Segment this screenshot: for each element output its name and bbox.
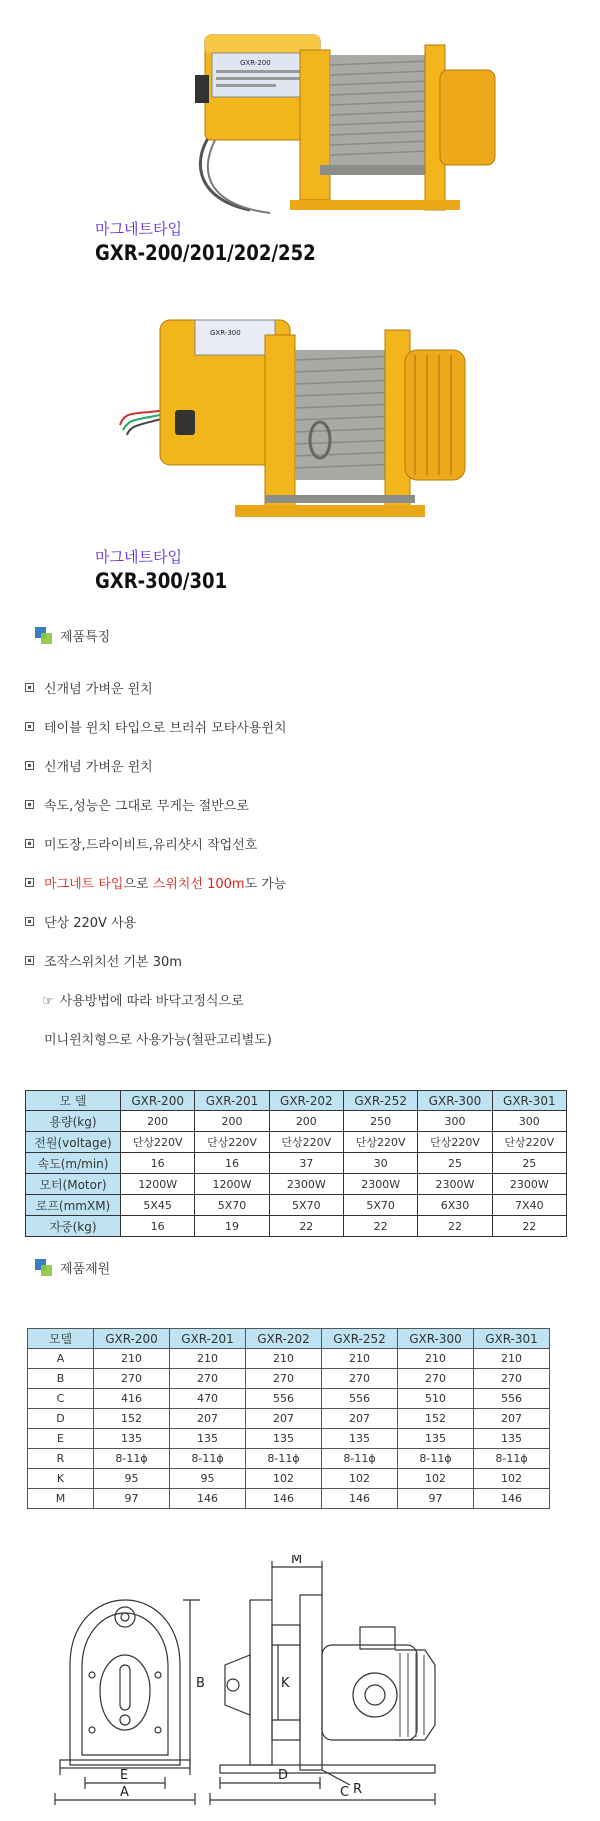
dim-cell: 8-11ϕ [322,1449,398,1469]
dim-header-cell: GXR-202 [246,1329,322,1349]
dim-row-label: D [28,1409,94,1429]
spec-cell: 22 [418,1216,492,1237]
spec-cell: 300 [418,1111,492,1132]
spec-cell: 22 [269,1216,343,1237]
section-icon [35,627,52,644]
spec-cell: 2300W [492,1174,566,1195]
dim-header-cell: GXR-301 [474,1329,550,1349]
dim-cell: 8-11ϕ [94,1449,170,1469]
product-photo-gxr-200 [190,15,520,220]
spec-cell: 단상220V [195,1132,269,1153]
dim-cell: 210 [170,1349,246,1369]
dim-cell: 270 [398,1369,474,1389]
spec-row-label: 용량(kg) [26,1111,121,1132]
dim-cell: 135 [398,1429,474,1449]
feature-item [25,951,182,970]
dim-cell: 270 [94,1369,170,1389]
spec-cell: 16 [121,1216,195,1237]
feature-note-2: 미니윈치형으로 사용가능(철판고리별도) [44,1033,272,1048]
spec-cell: 25 [418,1153,492,1174]
dim-cell: 152 [398,1409,474,1429]
dim-cell: 270 [474,1369,550,1389]
spec-cell: 1200W [121,1174,195,1195]
spec-cell: 300 [492,1111,566,1132]
spec-cell: 2300W [418,1174,492,1195]
features-section-title [35,626,110,645]
dim-cell: 556 [474,1389,550,1409]
dim-cell: 97 [398,1489,474,1509]
spec-header-cell: GXR-200 [121,1091,195,1111]
spec-cell: 5X70 [195,1195,269,1216]
label-a: A [120,1785,129,1800]
bullet-icon [25,839,34,848]
dim-cell: 135 [474,1429,550,1449]
dim-cell: 102 [398,1469,474,1489]
product-photo-gxr-300 [115,300,475,535]
feature-text: 속도,성능은 그대로 무게는 절반으로 [44,799,249,814]
bullet-icon [25,956,34,965]
spec-cell: 19 [195,1216,269,1237]
dimensions-section-title [35,1258,110,1277]
dimension-drawing [50,1555,480,1810]
spec-header-cell: GXR-202 [269,1091,343,1111]
dim-cell: 152 [94,1409,170,1429]
spec-cell: 30 [343,1153,417,1174]
dim-header-cell: GXR-300 [398,1329,474,1349]
dim-cell: 470 [170,1389,246,1409]
nameplate-1: GXR-200 [240,59,271,67]
spec-cell: 2300W [269,1174,343,1195]
highlight-switch-cable: 스위치선 100m [152,877,245,892]
spec-header-cell: GXR-301 [492,1091,566,1111]
spec-cell: 단상220V [492,1132,566,1153]
bullet-icon [25,917,34,926]
spec-cell: 16 [195,1153,269,1174]
spec-cell: 200 [195,1111,269,1132]
dim-cell: 146 [474,1489,550,1509]
dim-cell: 135 [94,1429,170,1449]
dim-cell: 135 [246,1429,322,1449]
dim-cell: 146 [322,1489,398,1509]
dim-row-label: K [28,1469,94,1489]
dim-cell: 207 [474,1409,550,1429]
dim-header-cell: GXR-252 [322,1329,398,1349]
feature-item [25,756,153,775]
highlight-connector: 으로 [123,877,153,892]
feature-text: 조작스위치선 기본 30m [44,955,182,970]
label-k: K [281,1676,290,1691]
dim-cell: 102 [474,1469,550,1489]
dimensions-table [27,1328,550,1509]
dim-cell: 146 [246,1489,322,1509]
spec-cell: 7X40 [492,1195,566,1216]
spec-cell: 37 [269,1153,343,1174]
feature-item [25,834,257,853]
spec-cell: 단상220V [269,1132,343,1153]
spec-cell: 2300W [343,1174,417,1195]
spec-cell: 250 [343,1111,417,1132]
dim-cell: 207 [322,1409,398,1429]
spec-cell: 16 [121,1153,195,1174]
highlight-suffix: 도 가능 [244,877,287,892]
feature-text: 미도장,드라이비트,유리샷시 작업선호 [44,838,258,853]
pointing-hand-icon: ☞ [42,994,54,1009]
dim-row-label: C [28,1389,94,1409]
dim-header-cell: GXR-201 [170,1329,246,1349]
spec-row-label: 모터(Motor) [26,1174,121,1195]
dim-cell: 210 [322,1349,398,1369]
spec-cell: 단상220V [343,1132,417,1153]
spec-row-label: 자중(kg) [26,1216,121,1237]
dim-cell: 135 [322,1429,398,1449]
dim-cell: 210 [94,1349,170,1369]
spec-cell: 6X30 [418,1195,492,1216]
spec-row-label: 전원(voltage) [26,1132,121,1153]
dim-cell: 102 [322,1469,398,1489]
dim-row-label: A [28,1349,94,1369]
dim-cell: 102 [246,1469,322,1489]
dim-header-cell: GXR-200 [94,1329,170,1349]
dim-row-label: M [28,1489,94,1509]
dim-row-label: B [28,1369,94,1389]
dim-cell: 146 [170,1489,246,1509]
bullet-icon [25,761,34,770]
label-d: D [278,1768,289,1783]
dim-cell: 8-11ϕ [170,1449,246,1469]
dim-cell: 556 [322,1389,398,1409]
label-e: E [120,1768,129,1783]
spec-header-cell: GXR-300 [418,1091,492,1111]
product-2-type-label: 마그네트타입 [95,548,182,566]
dim-cell: 8-11ϕ [474,1449,550,1469]
highlight-magnet: 마그네트 타입 [44,877,124,892]
label-b: B [196,1676,205,1691]
dim-cell: 95 [170,1469,246,1489]
dim-cell: 416 [94,1389,170,1409]
spec-cell: 5X70 [269,1195,343,1216]
section-icon [35,1259,52,1276]
spec-cell: 200 [121,1111,195,1132]
product-2-models: GXR-300/301 [95,569,228,593]
dim-cell: 207 [170,1409,246,1429]
dim-cell: 210 [474,1349,550,1369]
bullet-icon [25,800,34,809]
feature-note-1 [42,990,244,1009]
spec-row-label: 속도(m/min) [26,1153,121,1174]
dim-cell: 207 [246,1409,322,1429]
spec-table [25,1090,567,1237]
dim-cell: 270 [322,1369,398,1389]
spec-cell: 200 [269,1111,343,1132]
label-c: C [340,1785,350,1800]
spec-cell: 1200W [195,1174,269,1195]
dim-cell: 556 [246,1389,322,1409]
label-m: M [291,1555,303,1567]
note-text-1: 사용방법에 따라 바닥고정식으로 [59,994,244,1009]
spec-cell: 단상220V [418,1132,492,1153]
spec-header-cell: GXR-252 [343,1091,417,1111]
spec-header-cell: GXR-201 [195,1091,269,1111]
dim-cell: 97 [94,1489,170,1509]
label-r: R [353,1782,363,1797]
spec-cell: 5X45 [121,1195,195,1216]
dim-cell: 8-11ϕ [246,1449,322,1469]
dim-cell: 210 [246,1349,322,1369]
bullet-icon [25,683,34,692]
dim-row-label: R [28,1449,94,1469]
dim-cell: 270 [170,1369,246,1389]
dim-cell: 135 [170,1429,246,1449]
spec-cell: 22 [492,1216,566,1237]
bullet-icon [25,722,34,731]
dimensions-title-text: 제품제원 [60,1262,111,1277]
dim-cell: 210 [398,1349,474,1369]
dim-cell: 95 [94,1469,170,1489]
product-1-models: GXR-200/201/202/252 [95,241,316,265]
spec-header-cell: 모 델 [26,1091,121,1111]
nameplate-2: GXR-300 [210,329,241,337]
dim-cell: 510 [398,1389,474,1409]
dim-cell: 270 [246,1369,322,1389]
spec-cell: 22 [343,1216,417,1237]
feature-item [25,678,153,697]
feature-item [25,912,136,931]
feature-item [25,717,287,736]
features-title-text: 제품특징 [60,630,111,645]
spec-cell: 단상220V [121,1132,195,1153]
feature-text: 신개념 가벼운 윈치 [44,760,153,775]
dim-cell: 8-11ϕ [398,1449,474,1469]
feature-text: 단상 220V 사용 [44,916,137,931]
feature-item [25,795,249,814]
spec-cell: 25 [492,1153,566,1174]
feature-text: 테이블 윈치 타입으로 브러쉬 모타사용윈치 [44,721,287,736]
product-1-type-label: 마그네트타입 [95,220,182,238]
spec-cell: 5X70 [343,1195,417,1216]
dim-row-label: E [28,1429,94,1449]
bullet-icon [25,878,34,887]
feature-text: 신개념 가벼운 윈치 [44,682,153,697]
spec-row-label: 로프(mmXM) [26,1195,121,1216]
dim-header-cell: 모델 [28,1329,94,1349]
feature-item-highlight [25,873,286,892]
